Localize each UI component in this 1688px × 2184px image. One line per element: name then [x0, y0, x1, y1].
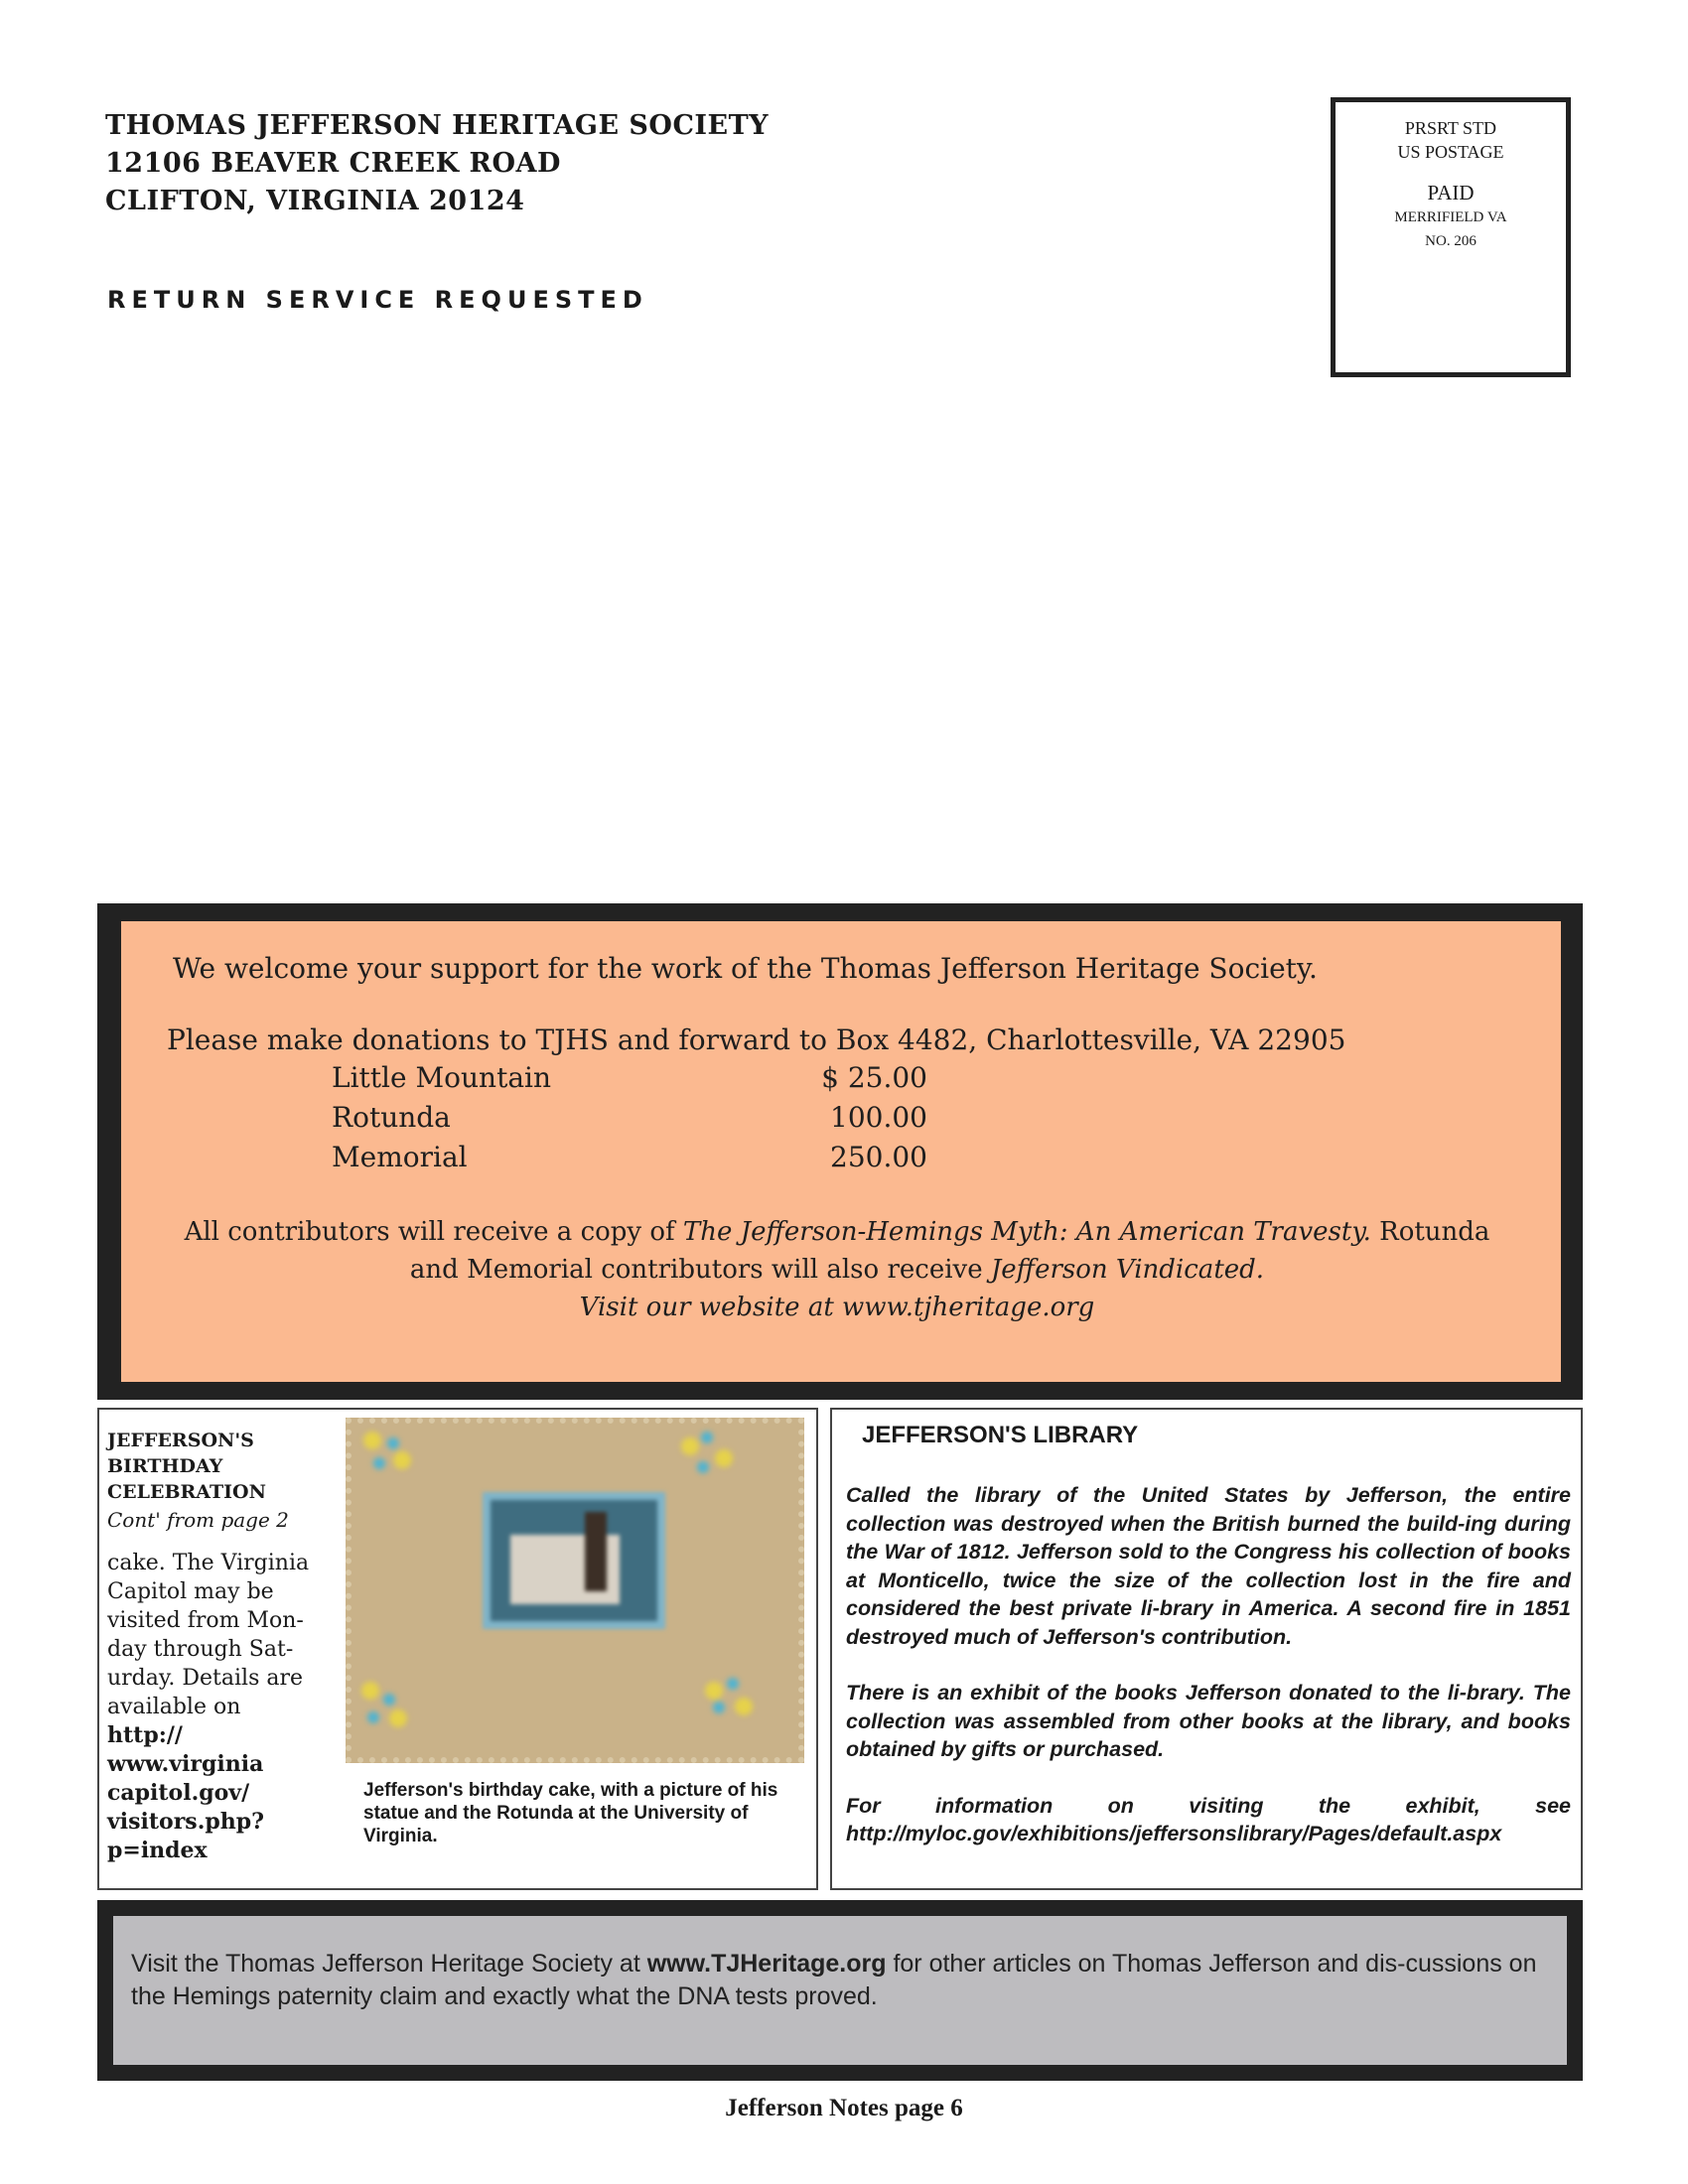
tier-name: Rotunda: [332, 1101, 451, 1134]
contrib-prefix: All contributors will receive a copy of: [184, 1217, 683, 1247]
tier-amount: 100.00: [830, 1101, 927, 1134]
contrib-mid: Rotunda and Memorial contributors will also receive: [409, 1217, 1490, 1285]
library-paragraph: There is an exhibit of the books Jefferson donated to the li-brary. The collection was assembled from other books at the library, and books obtained by gifts or purchased.: [846, 1681, 1571, 1761]
book-title-myth: The Jefferson-Hemings Myth: An American Travesty.: [682, 1217, 1371, 1247]
contributor-gifts: [173, 1213, 1501, 1326]
birthday-text: [107, 1428, 338, 1865]
postage-permit: NO. 206: [1425, 233, 1477, 249]
tjheritage-link[interactable]: www.TJHeritage.org: [646, 1950, 887, 1978]
donation-content: [121, 921, 1561, 1382]
tier-amount: 250.00: [830, 1141, 927, 1173]
cake-flower: [353, 1674, 423, 1733]
statue-image: [585, 1512, 607, 1591]
visit-prefix: Visit the Thomas Jefferson Heritage Society at: [131, 1950, 647, 1978]
donation-tier: [332, 1138, 1501, 1177]
birthday-title-line: CELEBRATION: [107, 1481, 266, 1503]
cake-picture: [483, 1492, 665, 1629]
donation-tier: [332, 1098, 1501, 1138]
cake-flower: [671, 1428, 741, 1487]
return-address: [105, 107, 769, 220]
visit-text: [113, 1916, 1567, 2065]
postage-label: US POSTAGE: [1397, 142, 1504, 162]
library-exhibit-link[interactable]: For information on visiting the exhibit, see http://myloc.gov/exhibitions/jeffersonslibrary/Pages/default.aspx: [846, 1793, 1571, 1845]
tier-name: Memorial: [332, 1141, 468, 1173]
birthday-body: cake. The Virginia Capitol may be visited from Mon-day through Sat-urday. Details are available on: [107, 1551, 310, 1719]
capitol-url[interactable]: visitors.php?: [107, 1809, 265, 1835]
capitol-url[interactable]: http://: [107, 1722, 183, 1748]
birthday-cake-photo: [346, 1418, 804, 1763]
page-footer: Jefferson Notes page 6: [725, 2095, 963, 2121]
tier-amount: $ 25.00: [821, 1061, 927, 1094]
postage-location: MERRIFIELD VA: [1394, 209, 1507, 225]
org-name: THOMAS JEFFERSON HERITAGE SOCIETY: [105, 110, 770, 141]
visit-suffix: for other articles on Thomas Jefferson and dis-cussions on the Hemings paternity claim and exactly what the DNA tests proved.: [131, 1950, 1537, 2010]
library-article: [830, 1408, 1583, 1890]
visit-panel: [97, 1900, 1583, 2081]
continued-note: Cont' from page 2: [107, 1508, 289, 1532]
capitol-url[interactable]: p=index: [107, 1838, 208, 1863]
capitol-url[interactable]: capitol.gov/: [107, 1780, 250, 1806]
birthday-title-line: JEFFERSON'S: [107, 1430, 254, 1451]
capitol-url[interactable]: www.virginia: [107, 1751, 264, 1777]
donation-instructions: Please make donations to TJHS and forward to Box 4482, Charlottesville, VA 22905: [167, 1024, 1346, 1056]
donation-tier: [332, 1058, 1501, 1098]
library-paragraph: Called the library of the United States by Jefferson, the entire collection was destroyed when the British burned the build-ing during the War of 1812. Jefferson sold to the Congress his collection of books at Monticello, twice the size of the collection lost in the fire and considered the best private li-brary in America. A second fire in 1851 destroyed much of Jefferson's contribution.: [846, 1483, 1571, 1649]
book-title-vindicated: Jefferson Vindicated.: [990, 1255, 1265, 1285]
return-service-notice: RETURN SERVICE REQUESTED: [107, 286, 648, 314]
birthday-title-line: BIRTHDAY: [107, 1455, 223, 1477]
cake-flower: [695, 1672, 765, 1731]
website-link[interactable]: Visit our website at www.tjheritage.org: [579, 1293, 1095, 1322]
donation-panel: [97, 903, 1583, 1400]
cake-caption: Jefferson's birthday cake, with a picture of his statue and the Rotunda at the University of Virginia.: [363, 1780, 778, 1846]
library-title: JEFFERSON'S LIBRARY: [862, 1422, 1139, 1448]
cake-flower: [353, 1424, 423, 1483]
library-body: [846, 1481, 1571, 1876]
city-state-zip: CLIFTON, VIRGINIA 20124: [105, 186, 525, 216]
birthday-article: [97, 1408, 818, 1890]
postage-class: PRSRT STD: [1404, 118, 1497, 138]
postage-paid: PAID: [1427, 181, 1475, 205]
street-address: 12106 BEAVER CREEK ROAD: [105, 148, 561, 179]
postage-indicia: [1331, 97, 1571, 377]
donation-welcome: We welcome your support for the work of the Thomas Jefferson Heritage Society.: [173, 952, 1318, 985]
tier-name: Little Mountain: [332, 1061, 552, 1094]
